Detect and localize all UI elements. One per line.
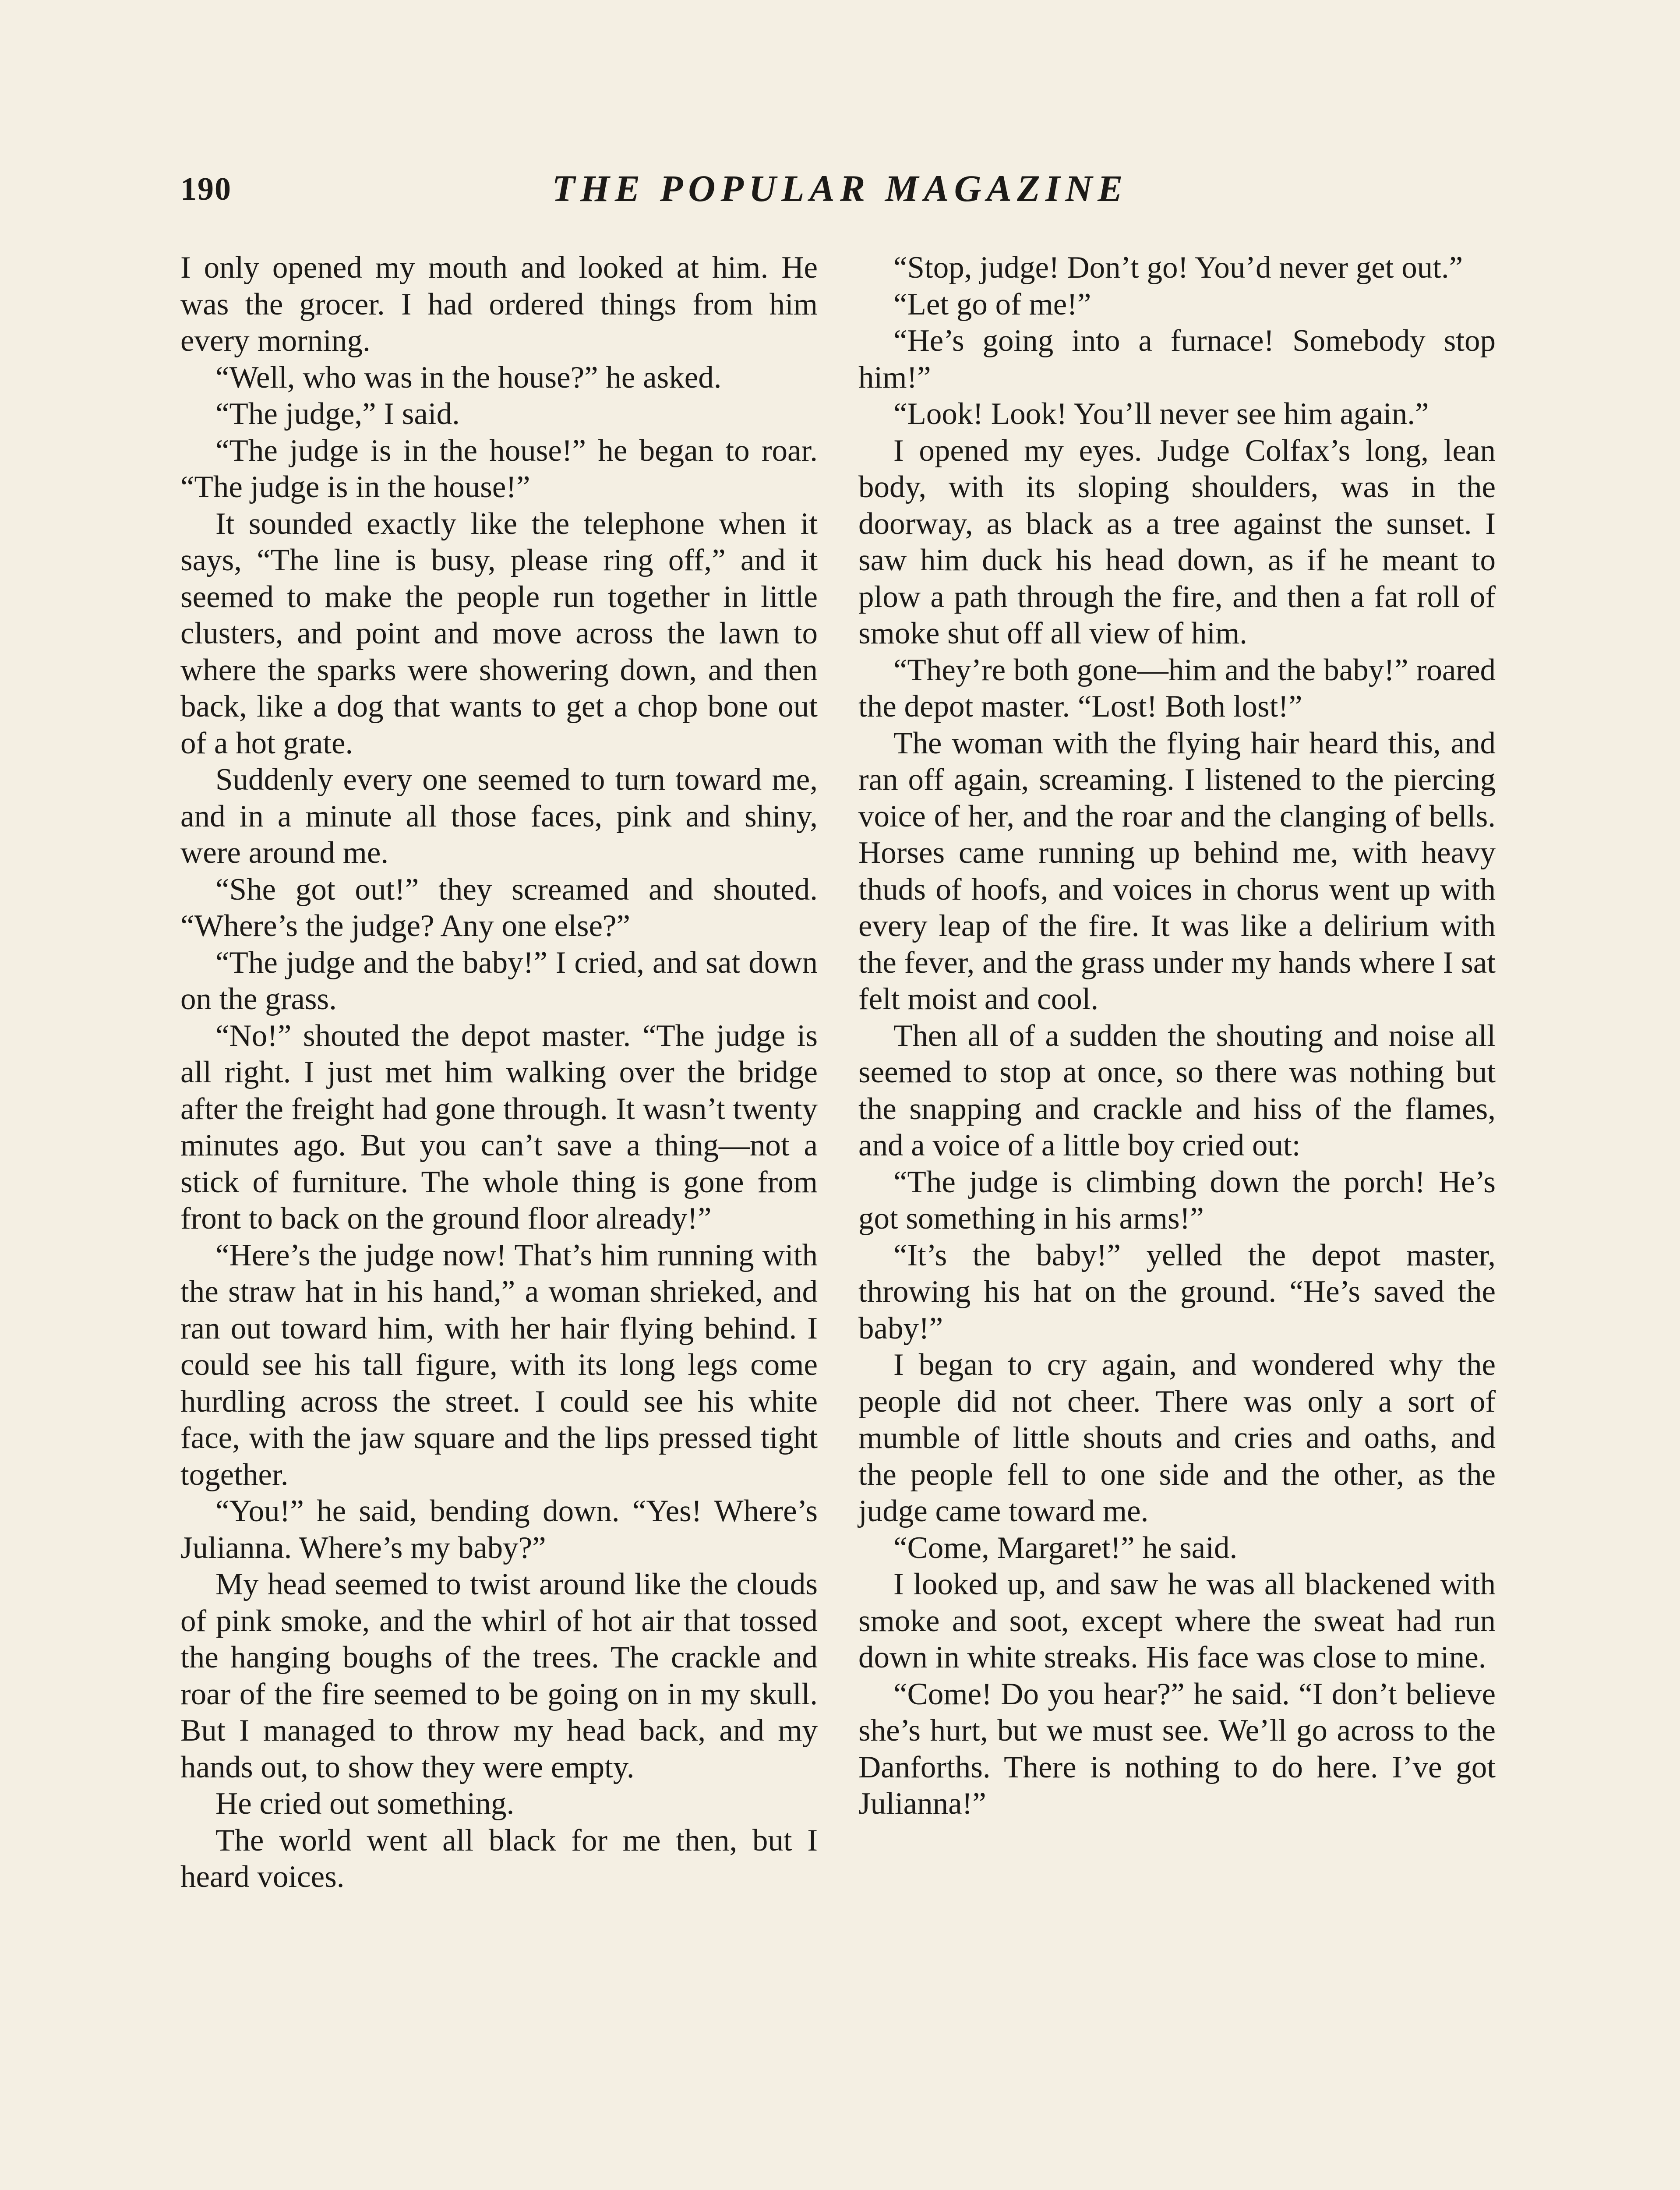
- left-column: [180, 250, 818, 1896]
- paragraph: “Well, who was in the house?” he asked.: [215, 360, 722, 395]
- paragraph: “Come! Do you hear?” he said. “I don’t believe she’s hurt, but we must see. We’ll go across to the Danforths. There is nothing to do here. I’ve got Julianna!”: [858, 1677, 1496, 1821]
- paragraph: I opened my eyes. Judge Colfax’s long, lean body, with its sloping shoulders, was in the doorway, as black as a tree against the sunset. I saw him duck his head down, as if he meant to plow a path through the fire, and then a fat roll of smoke shut off all view of him.: [858, 433, 1496, 650]
- paragraph: “Stop, judge! Don’t go! You’d never get out.”: [893, 251, 1463, 285]
- paragraph: My head seemed to twist around like the clouds of pink smoke, and the whirl of hot air that tossed the hanging boughs of the trees. The crackle and roar of the fire seemed to be going on in my skull. But I managed to throw my head back, and my hands out, to show they were empty.: [180, 1567, 818, 1784]
- paragraph: “Look! Look! You’ll never see him again.”: [893, 397, 1429, 431]
- paragraph: “The judge and the baby!” I cried, and sat down on the grass.: [180, 945, 818, 1016]
- paragraph: He cried out something.: [215, 1787, 515, 1821]
- paragraph: “Here’s the judge now! That’s him running with the straw hat in his hand,” a woman shrieked, and ran out toward him, with her hair flying behind. I could see his tall figure, with its long legs come hurdling across the street. I could see his white face, with the jaw square and the lips pressed tight together.: [180, 1238, 818, 1492]
- paragraph: “No!” shouted the depot master. “The judge is all right. I just met him walking over the bridge after the freight had gone through. It wasn’t twenty minutes ago. But you can’t save a thing—not a stick of furniture. The whole thing is gone from front to back on the ground floor already!”: [180, 1018, 818, 1236]
- paragraph: The woman with the flying hair heard this, and ran off again, screaming. I listened to the piercing voice of her, and the roar and the clanging of bells. Horses came running up behind me, with heavy thuds of hoofs, and voices in chorus went up with every leap of the fire. It was like a delirium with the fever, and the grass under my hands where I sat felt moist and cool.: [858, 726, 1496, 1016]
- paragraph: “Let go of me!”: [893, 287, 1091, 321]
- paragraph: “You!” he said, bending down. “Yes! Where’s Julianna. Where’s my baby?”: [180, 1494, 818, 1565]
- paragraph: “He’s going into a furnace! Somebody stop him!”: [858, 324, 1496, 395]
- page-header: [180, 166, 1500, 219]
- paragraph: “The judge,” I said.: [215, 397, 460, 431]
- paragraph: I only opened my mouth and looked at him. He was the grocer. I had ordered things from him every morning.: [180, 251, 818, 358]
- right-column: [858, 250, 1496, 1823]
- paragraph: Then all of a sudden the shouting and noise all seemed to stop at once, so there was nothing but the snapping and crackle and hiss of the flames, and a voice of a little boy cried out:: [858, 1018, 1496, 1162]
- paragraph: “The judge is in the house!” he began to roar. “The judge is in the house!”: [180, 433, 818, 504]
- paragraph: It sounded exactly like the telephone when it says, “The line is busy, please ring off,” and it seemed to make the people run together in little clusters, and point and move across the lawn to where the sparks were showering down, and then back, like a dog that wants to get a chop bone out of a hot grate.: [180, 506, 818, 760]
- running-title: THE POPULAR MAGAZINE: [552, 167, 1128, 209]
- paragraph: “They’re both gone—him and the baby!” roared the depot master. “Lost! Both lost!”: [858, 653, 1496, 724]
- paragraph: “Come, Margaret!” he said.: [893, 1530, 1238, 1565]
- paragraph: I began to cry again, and wondered why the people did not cheer. There was only a sort of mumble of little shouts and cries and oaths, and the people fell to one side and the other, as the judge came toward me.: [858, 1348, 1496, 1528]
- paragraph: Suddenly every one seemed to turn toward me, and in a minute all those faces, pink and shiny, were around me.: [180, 763, 818, 870]
- paragraph: “The judge is climbing down the porch! He’s got something in his arms!”: [858, 1165, 1496, 1236]
- paragraph: The world went all black for me then, but I heard voices.: [180, 1823, 818, 1894]
- page-number: 190: [180, 171, 232, 207]
- paragraph: “It’s the baby!” yelled the depot master, throwing his hat on the ground. “He’s saved the baby!”: [858, 1238, 1496, 1346]
- paragraph: “She got out!” they screamed and shouted. “Where’s the judge? Any one else?”: [180, 872, 818, 943]
- paragraph: I looked up, and saw he was all blackened with smoke and soot, except where the sweat had run down in white streaks. His face was close to mine.: [858, 1567, 1496, 1674]
